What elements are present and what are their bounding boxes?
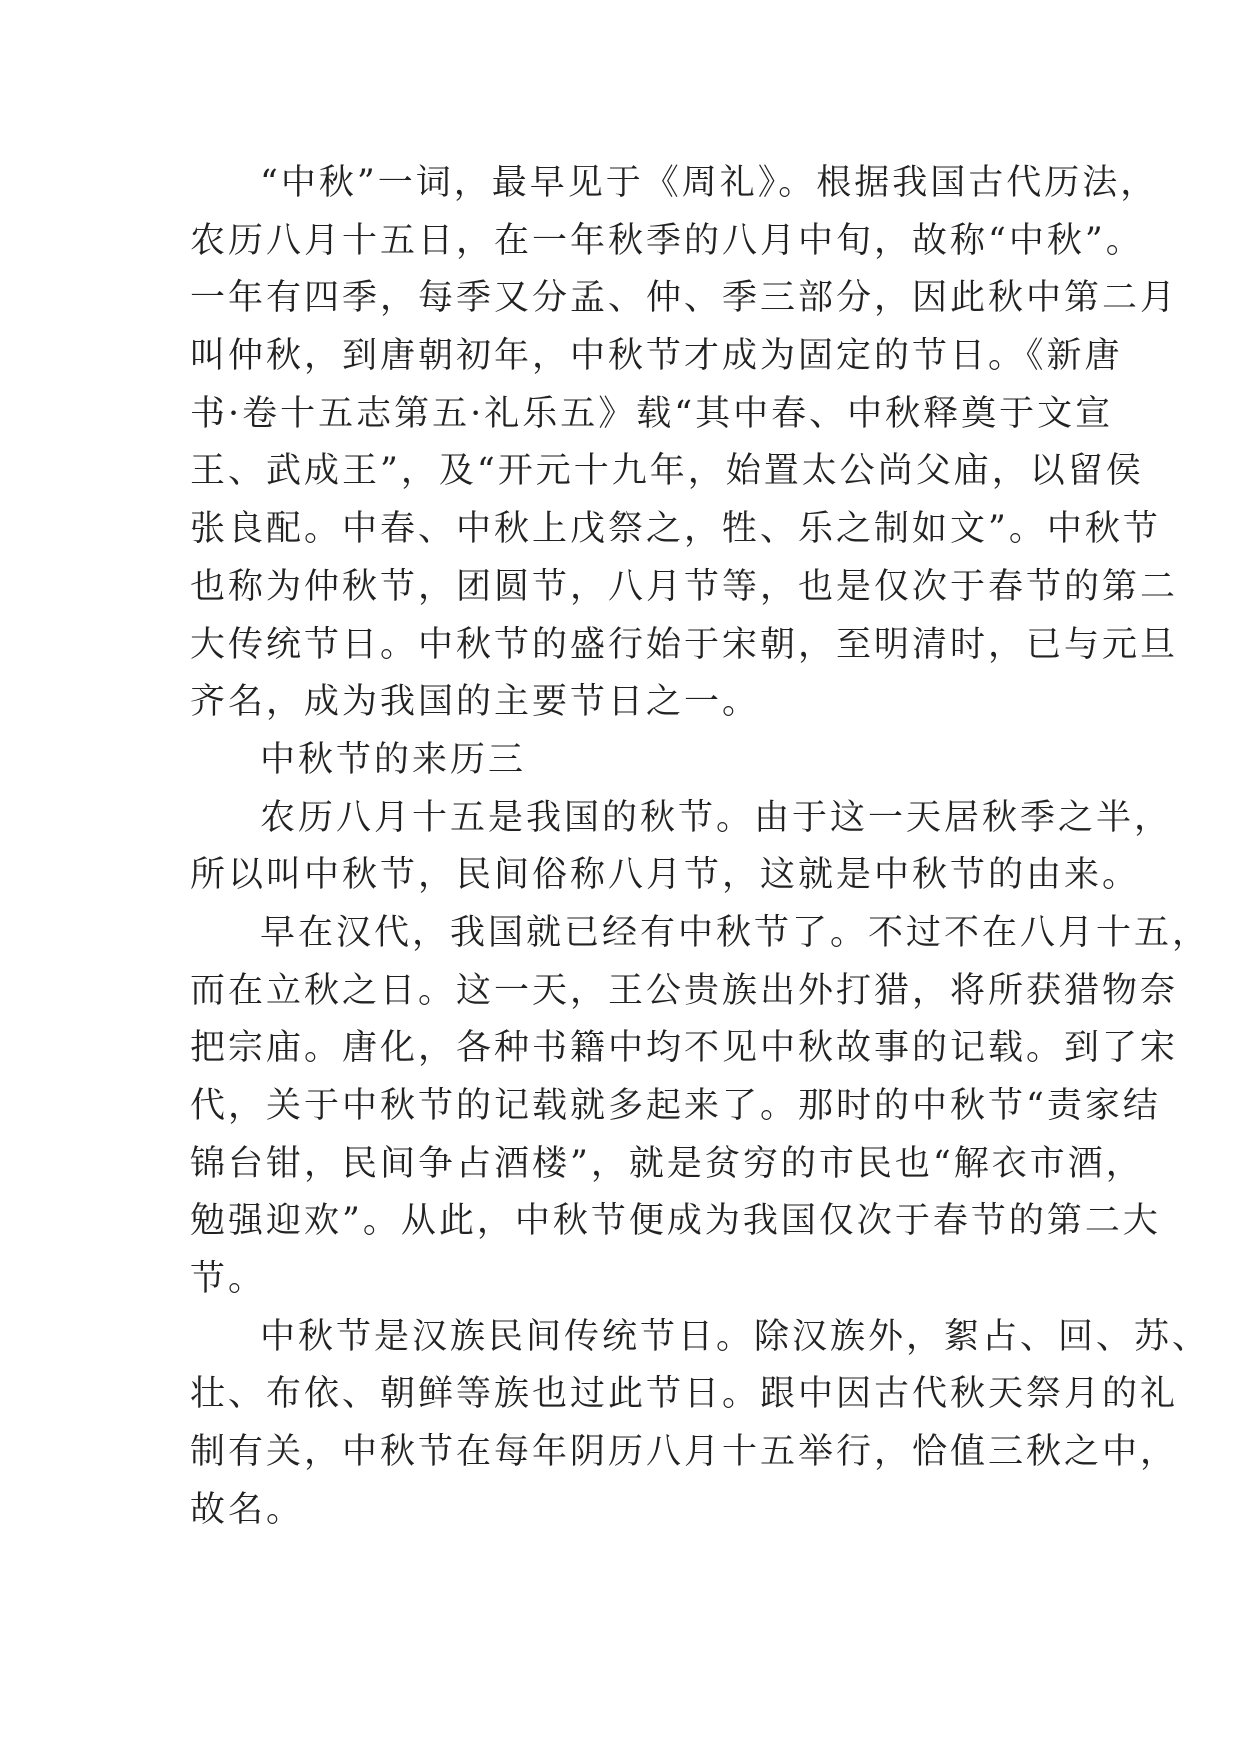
text-line: 齐名，成为我国的主要节日之一。	[190, 682, 761, 723]
text-line: 书·卷十五志第五·礼乐五》载“其中春、中秋释奠于文宣	[190, 393, 1114, 434]
text-line: “中秋”一词，最早见于《周礼》。根据我国古代历法，	[260, 163, 1159, 203]
paragraph-autumn-festival	[190, 790, 1173, 905]
text-line: 农历八月十五是我国的秋节。由于这一天居秋季之半，	[260, 797, 1173, 838]
text-line: 中秋节是汉族民间传统节日。除汉族外，絮占、回、苏、	[260, 1316, 1211, 1357]
text-line: 所以叫中秋节，民间俗称八月节，这就是中秋节的由来。	[190, 855, 1141, 896]
text-line: 农历八月十五日，在一年秋季的八月中旬，故称“中秋”。	[190, 220, 1144, 261]
text-line: 王、武成王”，及“开元十九年，始置太公尚父庙，以留侯	[190, 451, 1144, 492]
paragraph-origin-of-term	[190, 155, 1179, 732]
text-line: 代，关于中秋节的记载就多起来了。那时的中秋节“责家结	[190, 1086, 1161, 1126]
text-line: 大传统节日。中秋节的盛行始于宋朝，至明清时，已与元旦	[190, 624, 1179, 665]
document-body	[190, 155, 1211, 1540]
text-line: 节。	[190, 1259, 267, 1300]
paragraph-ethnic-festival	[190, 1309, 1211, 1540]
text-line: 而在立秋之日。这一天，王公贵族出外打猎，将所获猎物奈	[190, 970, 1179, 1011]
text-line: 勉强迎欢”。从此，中秋节便成为我国仅次于春节的第二大	[190, 1201, 1161, 1242]
text-line: 张良配。中春、中秋上戊祭之，牲、乐之制如文”。中秋节	[190, 509, 1161, 550]
section-heading	[190, 732, 1060, 790]
text-line: 锦台钳，民间争占酒楼”，就是贫穷的市民也“解衣市酒，	[190, 1143, 1144, 1184]
text-line: 故名。	[190, 1489, 305, 1530]
text-line: 也称为仲秋节，团圆节，八月节等，也是仅次于春节的第二	[190, 566, 1179, 607]
section-heading-text: 中秋节的来历三	[260, 739, 527, 780]
text-line: 制有关，中秋节在每年阴历八月十五举行，恰值三秋之中，	[190, 1432, 1179, 1473]
text-line: 把宗庙。唐化，各种书籍中均不见中秋故事的记载。到了宋	[190, 1028, 1179, 1069]
paragraph-history	[190, 905, 1211, 1309]
text-line: 壮、布依、朝鲜等族也过此节日。跟中因古代秋天祭月的礼	[190, 1374, 1179, 1415]
text-line: 叫仲秋，到唐朝初年，中秋节才成为固定的节日。《新唐	[190, 336, 1123, 377]
text-line: 一年有四季，每季又分孟、仲、季三部分，因此秋中第二月	[190, 278, 1179, 319]
text-line: 早在汉代，我国就已经有中秋节了。不过不在八月十五，	[260, 912, 1211, 953]
